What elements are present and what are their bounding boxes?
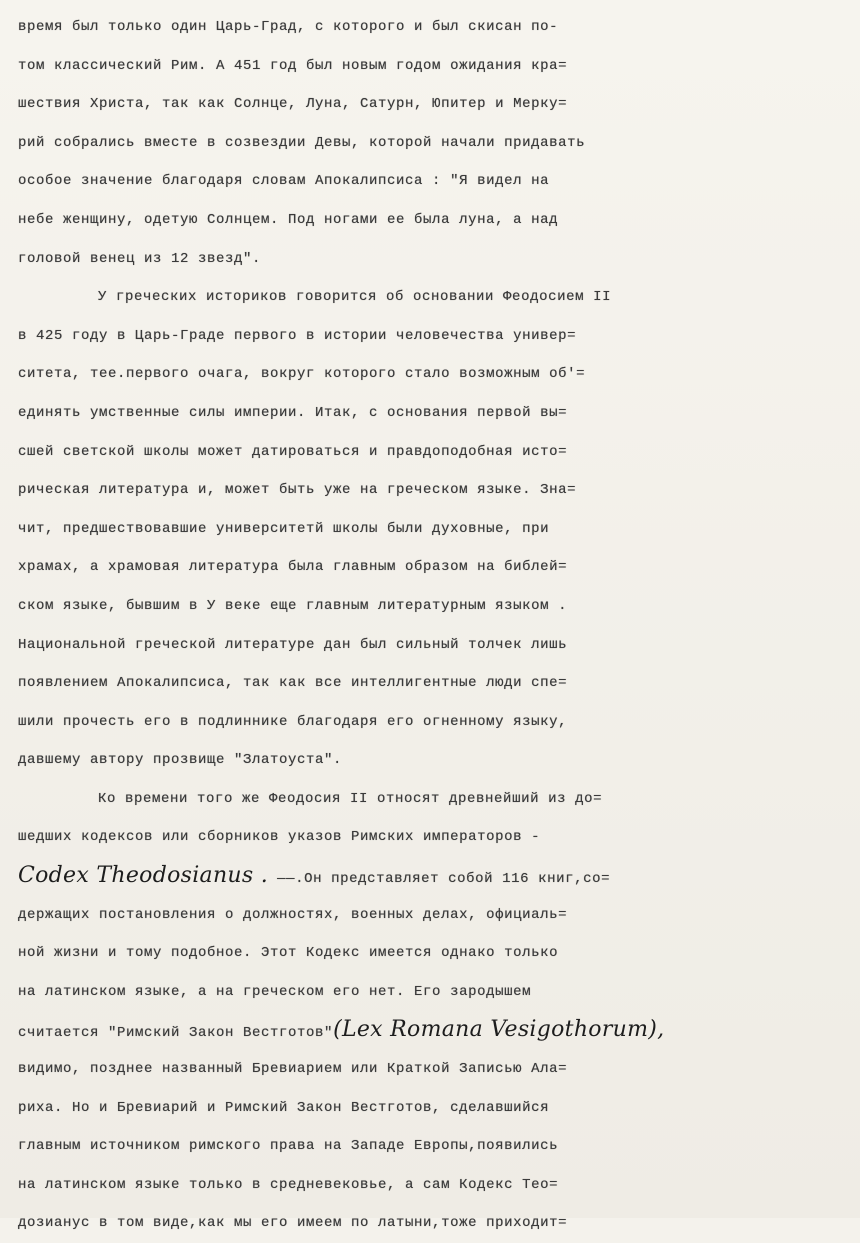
text-line-22: шедших кодексов или сборников указов Римских императоров -	[18, 829, 541, 846]
text-line-19: шили прочесть его в подлиннике благодаря его огненному языку,	[18, 713, 568, 730]
text-line-28: видимо, позднее названный Бревиарием или Краткой Записью Ала=	[18, 1061, 568, 1078]
text-line-12: сшей светской школы может датироваться и правдоподобная исто=	[18, 443, 568, 460]
text-line-29: риха. Но и Бревиарий и Римский Закон Вестготов, сделавшийся	[18, 1099, 550, 1116]
text-line-16: ском языке, бывшим в У веке еще главным литературным языком .	[18, 597, 568, 614]
paragraph-2-first-line: У греческих историков говорится об основании Феодосием II	[98, 289, 612, 306]
text-line-3: шествия Христа, так как Солнце, Луна, Сатурн, Юпитер и Мерку=	[18, 96, 568, 113]
text-line-7: головой венец из 12 звезд".	[18, 250, 262, 267]
text-line-25: ной жизни и тому подобное. Этот Кодекс имеется однако только	[18, 945, 559, 962]
paragraph-3-first-line: Ко времени того же Феодосия II относят древнейший из до=	[98, 790, 603, 807]
text-line-24: держащих постановления о должностях, военных делах, официаль=	[18, 906, 568, 923]
text-line-14: чит, предшествовавшие университетй школы были духовные, при	[18, 520, 550, 537]
text-line-5: особое значение благодаря словам Апокалипсиса : "Я видел на	[18, 173, 550, 190]
text-line-23-typed: ——.Он представляет собой 116 книг,со=	[268, 871, 611, 888]
text-line-26: на латинском языке, а на греческом его нет. Его зародышем	[18, 983, 532, 1000]
text-line-1: время был только один Царь-Град, с которого и был скисан по-	[18, 19, 559, 35]
text-line-27	[18, 1011, 848, 1050]
text-line-31: на латинском языке только в средневековье, а сам Кодекс Тео=	[18, 1176, 559, 1193]
text-line-11: единять умственные силы империи. Итак, с основания первой вы=	[18, 404, 568, 421]
text-line-10: ситета, тее.первого очага, вокруг которого стало возможным об'=	[18, 366, 586, 383]
text-line-13: рическая литература и, может быть уже на греческом языке. Зна=	[18, 482, 577, 499]
handwritten-lex-romana: (Lex Romana Vesigothorum),	[333, 1017, 665, 1043]
text-line-23	[18, 857, 848, 896]
text-line-4: рий собрались вместе в созвездии Девы, которой начали придавать	[18, 134, 586, 151]
text-line-17: Национальной греческой литературе дан был сильный толчек лишь	[18, 636, 568, 653]
handwritten-codex-theodosianus: Codex Theodosianus .	[18, 863, 269, 889]
text-line-2: том классический Рим. А 451 год был новым годом ожидания кра=	[18, 57, 568, 74]
text-line-18: появлением Апокалипсиса, так как все интеллигентные люди спе=	[18, 675, 568, 692]
text-line-15: храмах, а храмовая литература была главным образом на библей=	[18, 559, 568, 576]
text-line-20: давшему автору прозвище "Златоуста".	[18, 752, 343, 769]
page-text	[18, 8, 848, 1243]
text-line-27-typed: считается "Римский Закон Вестготов"	[18, 1025, 334, 1042]
text-line-30: главным источником римского права на Западе Европы,появились	[18, 1138, 559, 1155]
text-line-9: в 425 году в Царь-Граде первого в истории человечества универ=	[18, 327, 577, 344]
text-line-6: небе женщину, одетую Солнцем. Под ногами ее была луна, а над	[18, 211, 559, 228]
text-line-32: дозианус в том виде,как мы его имеем по латыни,тоже приходит=	[18, 1215, 568, 1232]
